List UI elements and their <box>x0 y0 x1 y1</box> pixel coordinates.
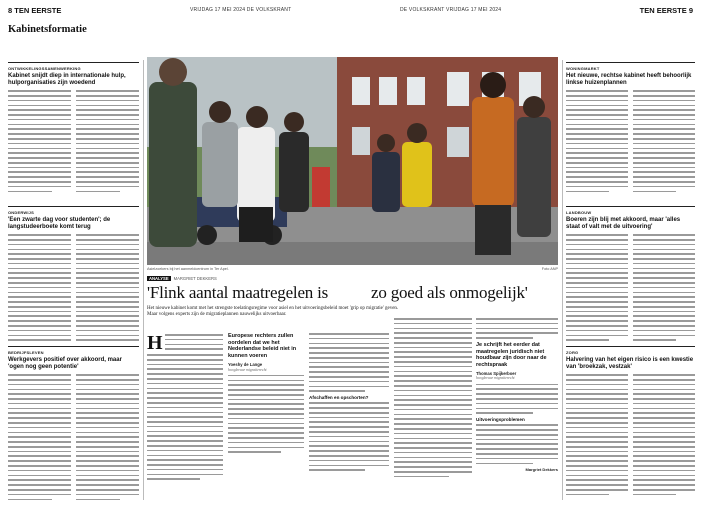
article-rule <box>8 62 139 63</box>
analysis-badge: ANALYSE <box>149 276 169 281</box>
photo-credit: Foto ANP <box>541 267 558 271</box>
pull-quote-2: Je schrijft het eerder dat maatregelen juridisch niet houdbaar zijn door naar de rechtspraak <box>476 341 547 368</box>
article-author-tag: MARGRIET DEKKERS <box>173 276 217 281</box>
article-body <box>633 90 695 195</box>
article-agriculture[interactable] <box>566 210 695 342</box>
article-business[interactable] <box>8 350 139 500</box>
article-headline: Het nieuwe, rechtse kabinet heeft behoorlijk linkse huizenplannen <box>566 73 692 87</box>
page-number-left: 8 TEN EERSTE <box>8 6 62 15</box>
article-kicker: LANDBOUW <box>566 210 592 215</box>
main-body-col-5 <box>476 318 558 500</box>
article-kicker: ZORG <box>566 350 579 355</box>
article-body <box>8 374 71 500</box>
article-body <box>566 234 628 342</box>
pull-quote-1: Europese rechters zullen oordelen dat we het Nederlandse beleid niet in kunnen voeren <box>228 333 297 359</box>
article-rule <box>566 346 695 347</box>
article-rule <box>8 206 139 207</box>
main-body-col-1 <box>147 333 223 500</box>
article-body <box>76 90 139 195</box>
quote-byline-sub-2: hoogleraar migratierecht <box>476 376 515 381</box>
subheading-2: Uitvoeringsproblemen <box>476 417 525 423</box>
article-body <box>566 374 628 498</box>
main-lead: Het nieuwe kabinet komt met het strengste toelatingsregime voor asiel en het uitvoeringsbeleid moet 'grip op migratie' geven. Maar volgens experts zijn de migratieplannen nauwelijks uitvoerbaar. <box>147 306 399 317</box>
subheading-1: Afschaffen en opschorten? <box>309 395 369 401</box>
column-divider <box>562 60 563 500</box>
main-headline-part-1: 'Flink aantal maatregelen is <box>147 283 329 302</box>
quote-byline-sub-1: hoogleraar migratierecht <box>228 367 267 372</box>
main-headline-part-2: zo goed als onmogelijk' <box>371 283 528 302</box>
article-kicker: ONTWIKKELINGSSAMENWERKING <box>8 66 81 71</box>
article-kicker: BEDRIJFSLEVEN <box>8 350 44 355</box>
article-body <box>633 234 695 342</box>
article-development-aid[interactable] <box>8 66 139 202</box>
article-headline: Werkgevers positief over akkoord, maar 'ogen nog geen potentie' <box>8 357 122 371</box>
news-photo[interactable] <box>147 57 558 265</box>
article-healthcare[interactable] <box>566 350 695 500</box>
article-headline: Boeren zijn blij met akkoord, maar 'alles staat of valt met de uitvoering' <box>566 217 681 231</box>
article-education[interactable] <box>8 210 139 342</box>
article-headline: Halvering van het eigen risico is een kwestie van 'broekzak, vestzak' <box>566 357 694 371</box>
column-divider <box>143 60 144 500</box>
article-body <box>8 234 71 342</box>
article-headline: 'Een zwarte dag voor studenten'; de langstudeerboete komt terug <box>8 217 111 231</box>
main-body-col-3 <box>309 333 389 500</box>
article-body <box>76 374 139 500</box>
quote-byline-1: Yoeshy de Lange <box>228 362 263 368</box>
article-rule <box>566 62 695 63</box>
article-headline: Kabinet snijdt diep in internationale hulp, hulporganisaties zijn woedend <box>8 73 126 87</box>
dropcap: H <box>147 333 163 354</box>
article-body <box>76 234 139 342</box>
caption-text: Asielzoekers bij het aanmeldcentrum in Ter Apel. <box>147 267 229 271</box>
article-kicker: ONDERWIJS <box>8 210 34 215</box>
page-number-right: TEN EERSTE 9 <box>639 6 693 15</box>
article-rule <box>8 346 139 347</box>
date-right: DE VOLKSKRANT VRIJDAG 17 MEI 2024 <box>400 7 502 13</box>
main-body-col-2 <box>228 333 304 500</box>
main-body-col-4 <box>394 318 472 500</box>
article-kicker: WONINGMARKT <box>566 66 600 71</box>
quote-byline-2: Thomas Spijkerboer <box>476 371 517 377</box>
article-rule <box>566 206 695 207</box>
photo-caption <box>147 267 558 271</box>
article-footer-author: Margriet Dekkers <box>525 467 558 473</box>
photo-illustration <box>147 57 558 265</box>
page-header <box>0 0 703 22</box>
section-title: Kabinetsformatie <box>8 24 87 35</box>
date-left: VRIJDAG 17 MEI 2024 DE VOLKSKRANT <box>190 7 292 13</box>
article-label <box>147 276 217 281</box>
article-body <box>633 374 695 498</box>
article-body <box>566 90 628 195</box>
article-housing[interactable] <box>566 66 695 202</box>
article-body <box>8 90 71 195</box>
